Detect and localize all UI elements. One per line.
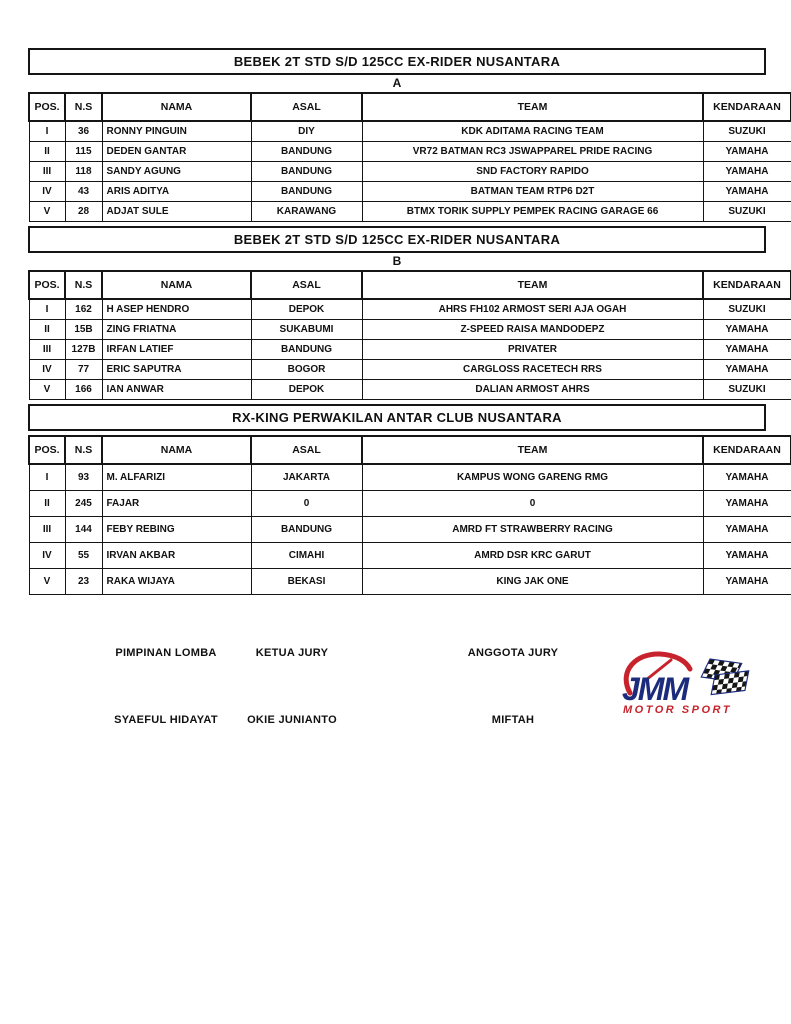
table-cell: DEPOK bbox=[251, 299, 362, 320]
signature-role: PIMPINAN LOMBA bbox=[115, 647, 217, 659]
table-cell: II bbox=[29, 142, 65, 162]
table-row bbox=[29, 299, 791, 320]
header-row bbox=[29, 271, 791, 299]
table-cell: YAMAHA bbox=[703, 340, 791, 360]
table-title: BEBEK 2T STD S/D 125CC EX-RIDER NUSANTARA bbox=[28, 226, 766, 253]
table-row bbox=[29, 162, 791, 182]
signature-name: SYAEFUL HIDAYAT bbox=[114, 714, 218, 726]
table-cell: YAMAHA bbox=[703, 464, 791, 491]
result-table bbox=[28, 435, 791, 595]
table-cell: FAJAR bbox=[102, 491, 251, 517]
table-title: RX-KING PERWAKILAN ANTAR CLUB NUSANTARA bbox=[28, 404, 766, 431]
column-header: POS. bbox=[29, 436, 65, 464]
table-cell: III bbox=[29, 517, 65, 543]
table-cell: 127B bbox=[65, 340, 102, 360]
table-cell: ERIC SAPUTRA bbox=[102, 360, 251, 380]
table-cell: YAMAHA bbox=[703, 162, 791, 182]
header-row bbox=[29, 93, 791, 121]
table-cell: BOGOR bbox=[251, 360, 362, 380]
table-cell: BANDUNG bbox=[251, 142, 362, 162]
table-cell: SUKABUMI bbox=[251, 320, 362, 340]
logo-brand-text: JMM bbox=[622, 671, 688, 707]
table-cell: 0 bbox=[362, 491, 703, 517]
result-table-section bbox=[28, 226, 781, 400]
table-cell: DALIAN ARMOST AHRS bbox=[362, 380, 703, 400]
table-cell: H ASEP HENDRO bbox=[102, 299, 251, 320]
tables-region bbox=[28, 48, 781, 595]
column-header: ASAL bbox=[251, 271, 362, 299]
column-header: POS. bbox=[29, 271, 65, 299]
result-table bbox=[28, 270, 791, 400]
column-header: NAMA bbox=[102, 436, 251, 464]
table-cell: BANDUNG bbox=[251, 517, 362, 543]
table-cell: 0 bbox=[251, 491, 362, 517]
table-cell: 77 bbox=[65, 360, 102, 380]
column-header: TEAM bbox=[362, 93, 703, 121]
table-cell: IAN ANWAR bbox=[102, 380, 251, 400]
table-cell: 144 bbox=[65, 517, 102, 543]
table-cell: KAMPUS WONG GARENG RMG bbox=[362, 464, 703, 491]
table-cell: I bbox=[29, 299, 65, 320]
table-cell: YAMAHA bbox=[703, 182, 791, 202]
table-cell: DEPOK bbox=[251, 380, 362, 400]
sheet-content bbox=[28, 48, 781, 817]
table-cell: CARGLOSS RACETECH RRS bbox=[362, 360, 703, 380]
table-cell: Z-SPEED RAISA MANDODEPZ bbox=[362, 320, 703, 340]
table-cell: SND FACTORY RAPIDO bbox=[362, 162, 703, 182]
table-cell: ZING FRIATNA bbox=[102, 320, 251, 340]
table-cell: BEKASI bbox=[251, 569, 362, 595]
column-header: NAMA bbox=[102, 271, 251, 299]
table-cell: IRFAN LATIEF bbox=[102, 340, 251, 360]
column-header: TEAM bbox=[362, 436, 703, 464]
table-body bbox=[29, 299, 791, 400]
table-cell: V bbox=[29, 569, 65, 595]
table-cell: IV bbox=[29, 182, 65, 202]
table-cell: 162 bbox=[65, 299, 102, 320]
group-label: A bbox=[392, 76, 402, 90]
signatures-section bbox=[28, 647, 766, 817]
table-cell: M. ALFARIZI bbox=[102, 464, 251, 491]
signature-name: MIFTAH bbox=[491, 714, 535, 726]
table-cell: SUZUKI bbox=[703, 299, 791, 320]
column-header: POS. bbox=[29, 93, 65, 121]
table-cell: 28 bbox=[65, 202, 102, 222]
table-cell: YAMAHA bbox=[703, 360, 791, 380]
table-row bbox=[29, 491, 791, 517]
table-cell: 93 bbox=[65, 464, 102, 491]
table-row bbox=[29, 360, 791, 380]
table-cell: SUZUKI bbox=[703, 202, 791, 222]
table-body bbox=[29, 464, 791, 595]
result-table bbox=[28, 92, 791, 222]
table-cell: III bbox=[29, 162, 65, 182]
result-table-section bbox=[28, 48, 781, 222]
signature-name: OKIE JUNIANTO bbox=[247, 714, 337, 726]
table-cell: 23 bbox=[65, 569, 102, 595]
table-cell: I bbox=[29, 121, 65, 142]
table-row bbox=[29, 340, 791, 360]
signature-role: ANGGOTA JURY bbox=[467, 647, 559, 659]
table-cell: V bbox=[29, 202, 65, 222]
result-table-section bbox=[28, 404, 781, 595]
table-cell: DEDEN GANTAR bbox=[102, 142, 251, 162]
column-header: N.S bbox=[65, 436, 102, 464]
table-cell: VR72 BATMAN RC3 JSWAPPAREL PRIDE RACING bbox=[362, 142, 703, 162]
table-cell: RONNY PINGUIN bbox=[102, 121, 251, 142]
table-cell: III bbox=[29, 340, 65, 360]
table-cell: SUZUKI bbox=[703, 380, 791, 400]
table-cell: YAMAHA bbox=[703, 569, 791, 595]
table-cell: YAMAHA bbox=[703, 320, 791, 340]
logo-subtitle-text: MOTOR SPORT bbox=[623, 704, 732, 716]
table-cell: DIY bbox=[251, 121, 362, 142]
group-label: B bbox=[392, 254, 402, 268]
table-cell: BATMAN TEAM RTP6 D2T bbox=[362, 182, 703, 202]
table-title: BEBEK 2T STD S/D 125CC EX-RIDER NUSANTARA bbox=[28, 48, 766, 75]
table-cell: YAMAHA bbox=[703, 491, 791, 517]
table-cell: CIMAHI bbox=[251, 543, 362, 569]
table-cell: 166 bbox=[65, 380, 102, 400]
table-cell: PRIVATER bbox=[362, 340, 703, 360]
table-cell: 36 bbox=[65, 121, 102, 142]
table-cell: IV bbox=[29, 360, 65, 380]
column-header: TEAM bbox=[362, 271, 703, 299]
table-cell: AMRD FT STRAWBERRY RACING bbox=[362, 517, 703, 543]
table-row bbox=[29, 320, 791, 340]
column-header: ASAL bbox=[251, 436, 362, 464]
column-header: KENDARAAN bbox=[703, 271, 791, 299]
checkered-flag-icon bbox=[701, 658, 751, 694]
table-cell: RAKA WIJAYA bbox=[102, 569, 251, 595]
table-cell: BANDUNG bbox=[251, 162, 362, 182]
table-cell: YAMAHA bbox=[703, 142, 791, 162]
table-row bbox=[29, 182, 791, 202]
table-cell: ARIS ADITYA bbox=[102, 182, 251, 202]
table-cell: KING JAK ONE bbox=[362, 569, 703, 595]
table-cell: JAKARTA bbox=[251, 464, 362, 491]
table-row bbox=[29, 517, 791, 543]
header-row bbox=[29, 436, 791, 464]
table-row bbox=[29, 569, 791, 595]
jmm-motor-sport-logo bbox=[616, 649, 752, 717]
table-cell: BANDUNG bbox=[251, 340, 362, 360]
table-cell: IRVAN AKBAR bbox=[102, 543, 251, 569]
table-cell: 55 bbox=[65, 543, 102, 569]
table-cell: V bbox=[29, 380, 65, 400]
table-row bbox=[29, 121, 791, 142]
table-body bbox=[29, 121, 791, 222]
table-cell: AMRD DSR KRC GARUT bbox=[362, 543, 703, 569]
table-cell: AHRS FH102 ARMOST SERI AJA OGAH bbox=[362, 299, 703, 320]
table-row bbox=[29, 543, 791, 569]
table-cell: 118 bbox=[65, 162, 102, 182]
table-cell: KDK ADITAMA RACING TEAM bbox=[362, 121, 703, 142]
table-cell: 245 bbox=[65, 491, 102, 517]
table-cell: YAMAHA bbox=[703, 517, 791, 543]
table-cell: BANDUNG bbox=[251, 182, 362, 202]
table-cell: I bbox=[29, 464, 65, 491]
column-header: NAMA bbox=[102, 93, 251, 121]
table-cell: 115 bbox=[65, 142, 102, 162]
table-row bbox=[29, 464, 791, 491]
table-cell: YAMAHA bbox=[703, 543, 791, 569]
table-cell: SANDY AGUNG bbox=[102, 162, 251, 182]
table-cell: 15B bbox=[65, 320, 102, 340]
table-cell: SUZUKI bbox=[703, 121, 791, 142]
table-cell: II bbox=[29, 491, 65, 517]
table-cell: BTMX TORIK SUPPLY PEMPEK RACING GARAGE 66 bbox=[362, 202, 703, 222]
signature-role: KETUA JURY bbox=[255, 647, 329, 659]
table-row bbox=[29, 380, 791, 400]
table-cell: FEBY REBING bbox=[102, 517, 251, 543]
table-row bbox=[29, 202, 791, 222]
table-cell: ADJAT SULE bbox=[102, 202, 251, 222]
column-header: N.S bbox=[65, 271, 102, 299]
table-cell: IV bbox=[29, 543, 65, 569]
column-header: KENDARAAN bbox=[703, 93, 791, 121]
table-cell: KARAWANG bbox=[251, 202, 362, 222]
column-header: KENDARAAN bbox=[703, 436, 791, 464]
table-row bbox=[29, 142, 791, 162]
table-cell: 43 bbox=[65, 182, 102, 202]
column-header: ASAL bbox=[251, 93, 362, 121]
table-cell: II bbox=[29, 320, 65, 340]
column-header: N.S bbox=[65, 93, 102, 121]
